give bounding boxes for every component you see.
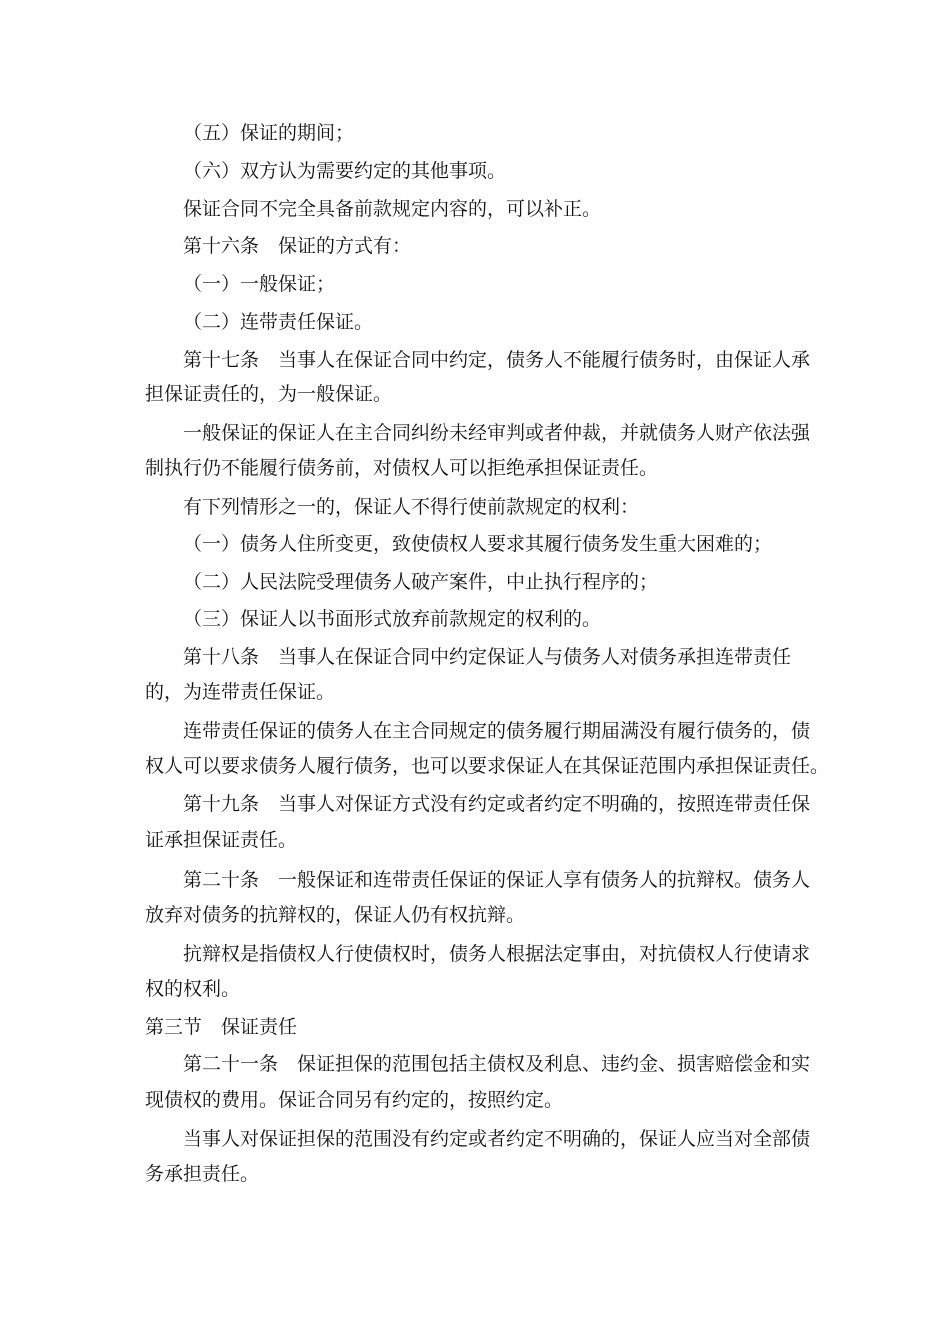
text-line: 第十八条 当事人在保证合同中约定保证人与债务人对债务承担连带责任 [183,646,792,668]
text-line: （六）双方认为需要约定的其他事项。 [183,160,507,182]
text-line: 第十七条 当事人在保证合同中约定，债务人不能履行债务时，由保证人承 [183,349,811,371]
text-line: 权的权利。 [145,978,241,1000]
section-heading: 第三节 保证责任 [145,1016,298,1038]
text-line: 第十九条 当事人对保证方式没有约定或者约定不明确的，按照连带责任保 [183,793,811,815]
text-line: 一般保证的保证人在主合同纠纷未经审判或者仲裁，并就债务人财产依法强 [183,422,811,444]
text-line: 有下列情形之一的，保证人不得行使前款规定的权利： [183,496,640,518]
text-line: （三）保证人以书面形式放弃前款规定的权利的。 [183,608,602,630]
text-line: 当事人对保证担保的范围没有约定或者约定不明确的，保证人应当对全部债 [183,1128,811,1150]
text-line: 权人可以要求债务人履行债务，也可以要求保证人在其保证范围内承担保证责任。 [145,755,830,777]
text-line: （五）保证的期间； [183,122,355,144]
text-line: （一）债务人住所变更，致使债权人要求其履行债务发生重大困难的； [183,533,773,555]
text-line: （二）人民法院受理债务人破产案件，中止执行程序的； [183,571,659,593]
text-line: 连带责任保证的债务人在主合同规定的债务履行期届满没有履行债务的，债 [183,720,811,742]
text-line: 担保证责任的，为一般保证。 [145,383,393,405]
text-line: 第二十条 一般保证和连带责任保证的保证人享有债务人的抗辩权。债务人 [183,869,811,891]
text-line: 第二十一条 保证担保的范围包括主债权及利息、违约金、损害赔偿金和实 [183,1053,811,1075]
text-line: 务承担责任。 [145,1163,260,1185]
text-line: 放弃对债务的抗辩权的，保证人仍有权抗辩。 [145,904,526,926]
text-line: （一）一般保证； [183,273,336,295]
text-line: （二）连带责任保证。 [183,311,374,333]
text-line: 的，为连带责任保证。 [145,681,336,703]
text-line: 抗辩权是指债权人行使债权时，债务人根据法定事由，对抗债权人行使请求 [183,943,811,965]
text-line: 制执行仍不能履行债务前，对债权人可以拒绝承担保证责任。 [145,457,659,479]
text-line: 证承担保证责任。 [145,829,298,851]
text-line: 第十六条 保证的方式有： [183,235,412,257]
text-line: 现债权的费用。保证合同另有约定的，按照约定。 [145,1089,564,1111]
text-line: 保证合同不完全具备前款规定内容的，可以补正。 [183,198,602,220]
